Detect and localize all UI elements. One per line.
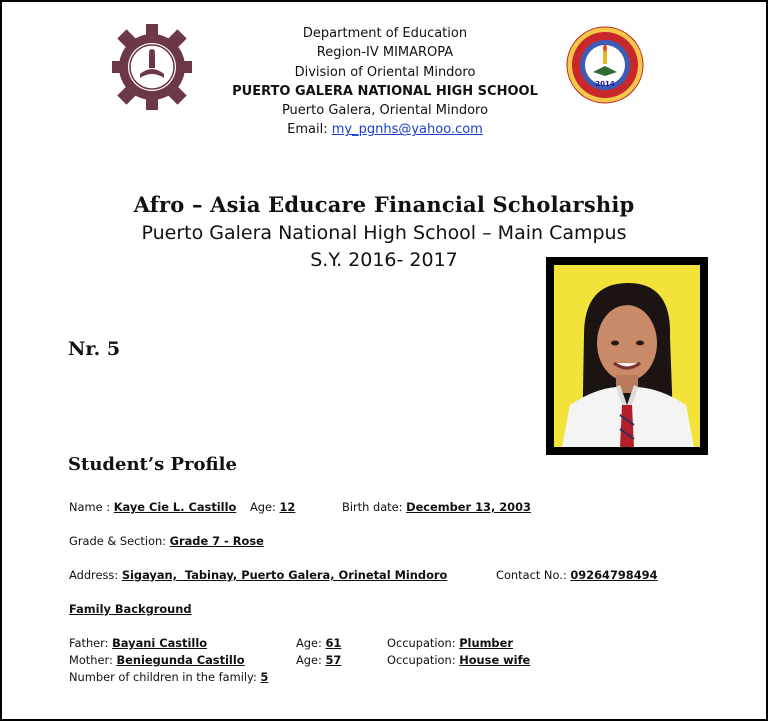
birthdate-label: Birth date: [342,500,403,514]
division-line: Division of Oriental Mindoro [294,64,476,80]
children-row [69,670,268,684]
student-photo-frame [546,257,708,455]
school-seal-logo [112,24,192,110]
division-seal-logo [566,26,644,104]
school-year: S.Y. 2016- 2017 [310,249,458,271]
email-link[interactable]: my_pgnhs@yahoo.com [331,122,483,138]
father-row [69,636,207,650]
father-label: Father: [69,636,109,650]
student-contact: 09264798494 [570,568,658,582]
gear-seal-icon [112,24,192,110]
student-photo [554,265,700,447]
division-seal-icon [566,26,644,104]
email-label: Email: [287,122,328,138]
mother-occupation-row [387,653,530,667]
father-age: 61 [325,636,342,650]
grade-label: Grade & Section: [69,534,167,548]
grade-row [69,534,264,548]
region-line: Region-IV MIMAROPA [316,45,454,61]
name-label: Name : [69,500,111,514]
profile-heading: Student’s Profile [68,454,237,475]
student-birthdate: December 13, 2003 [406,500,531,514]
birthdate-row [342,500,531,514]
email-line [230,120,540,139]
mother-occupation: House wife [459,653,531,667]
mother-name: Beniegunda Castillo [116,653,245,667]
school-location: Puerto Galera, Oriental Mindoro [281,103,489,119]
address-row [69,568,447,582]
mother-age-label: Age: [296,653,322,667]
father-occupation: Plumber [459,636,513,650]
father-age-row [296,636,351,650]
contact-row [496,568,658,582]
age-row [250,500,307,514]
mother-age: 57 [325,653,342,667]
mother-occupation-label: Occupation: [387,653,456,667]
father-occupation-row [387,636,513,650]
children-label: Number of children in the family: [69,670,257,684]
entry-number: Nr. 5 [68,338,121,360]
document-title: Afro – Asia Educare Financial Scholarship [133,192,635,217]
address-label: Address: [69,568,119,582]
mother-label: Mother: [69,653,113,667]
father-occupation-label: Occupation: [387,636,456,650]
father-name: Bayani Castillo [112,636,208,650]
father-age-label: Age: [296,636,322,650]
document-subtitle: Puerto Galera National High School – Main Campus [141,222,627,244]
student-address: Sigayan, Tabinay, Puerto Galera, Orinetal Mindoro [121,568,448,582]
student-grade: Grade 7 - Rose [169,534,264,548]
student-age: 12 [279,500,296,514]
mother-age-row [296,653,341,667]
letterhead [230,24,540,140]
age-label: Age: [250,500,276,514]
family-background-heading: Family Background [69,602,192,616]
mother-row [69,653,245,667]
student-name: Kaye Cie L. Castillo [113,500,237,514]
student-portrait-icon [554,265,700,447]
school-name: PUERTO GALERA NATIONAL HIGH SCHOOL [232,83,538,99]
seal-year: 2014 [595,80,615,88]
name-row [69,500,236,514]
children-count: 5 [260,670,269,684]
department-line: Department of Education [302,26,468,41]
contact-label: Contact No.: [496,568,567,582]
